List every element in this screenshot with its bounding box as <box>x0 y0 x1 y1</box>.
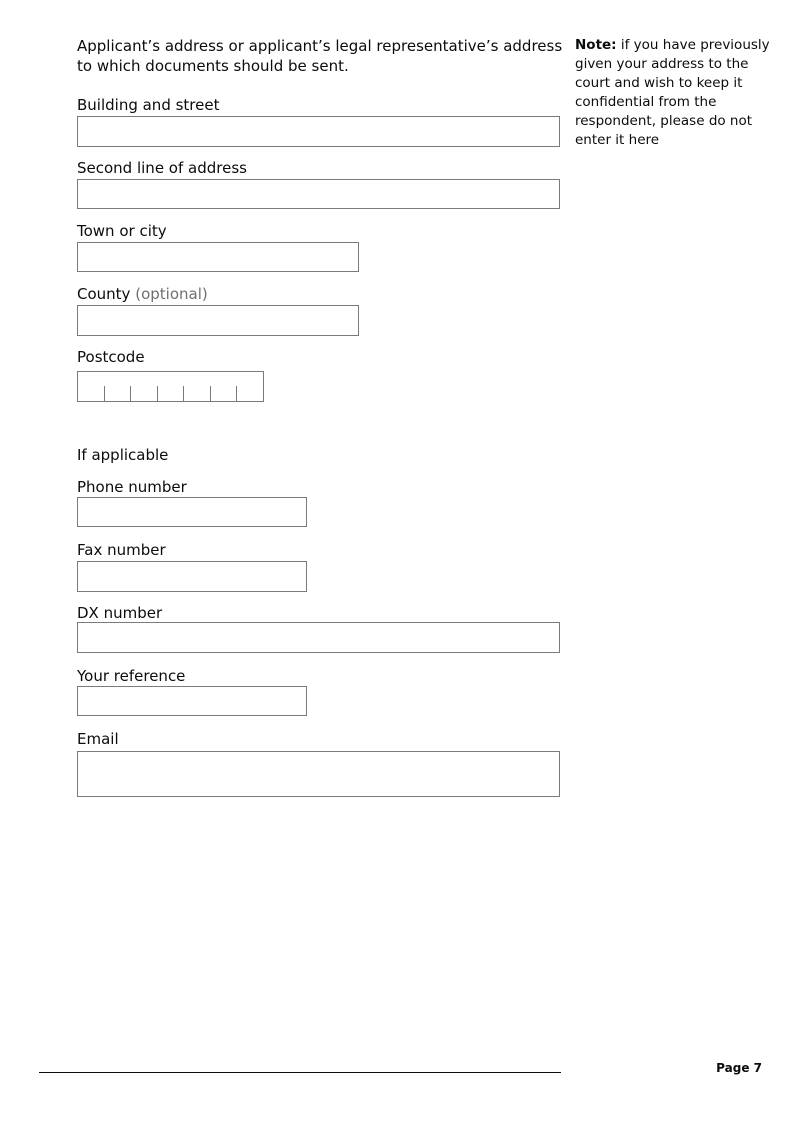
fax-label: Fax number <box>77 541 166 559</box>
phone-label: Phone number <box>77 478 187 496</box>
email-label: Email <box>77 730 119 748</box>
footer-divider <box>39 1072 561 1073</box>
postcode-input[interactable] <box>77 371 264 402</box>
postcode-label: Postcode <box>77 348 145 366</box>
second-line-label: Second line of address <box>77 159 247 177</box>
postcode-divider <box>210 386 211 401</box>
town-city-input[interactable] <box>77 242 359 272</box>
dx-input[interactable] <box>77 622 560 653</box>
email-input[interactable] <box>77 751 560 797</box>
note-text: if you have previously given your address to the court and wish to keep it confidential from the respondent, please do not enter it here <box>575 37 770 148</box>
postcode-divider <box>104 386 105 401</box>
town-city-label: Town or city <box>77 222 167 240</box>
reference-label: Your reference <box>77 667 186 685</box>
postcode-divider <box>130 386 131 401</box>
if-applicable-heading: If applicable <box>77 446 169 464</box>
second-line-input[interactable] <box>77 179 560 209</box>
optional-hint: (optional) <box>135 285 208 303</box>
county-label <box>77 284 208 304</box>
postcode-divider <box>236 386 237 401</box>
confidentiality-note <box>575 36 775 150</box>
building-street-input[interactable] <box>77 116 560 147</box>
county-label-text: County <box>77 285 131 303</box>
phone-input[interactable] <box>77 497 307 527</box>
postcode-divider <box>183 386 184 401</box>
page-number: Page 7 <box>716 1061 762 1075</box>
building-street-label: Building and street <box>77 96 220 114</box>
reference-input[interactable] <box>77 686 307 716</box>
note-lead: Note: <box>575 37 617 53</box>
address-heading: Applicant’s address or applicant’s legal representative’s address to which documents should be sent. <box>77 37 563 75</box>
fax-input[interactable] <box>77 561 307 592</box>
postcode-divider <box>157 386 158 401</box>
county-input[interactable] <box>77 305 359 336</box>
dx-label: DX number <box>77 604 163 622</box>
